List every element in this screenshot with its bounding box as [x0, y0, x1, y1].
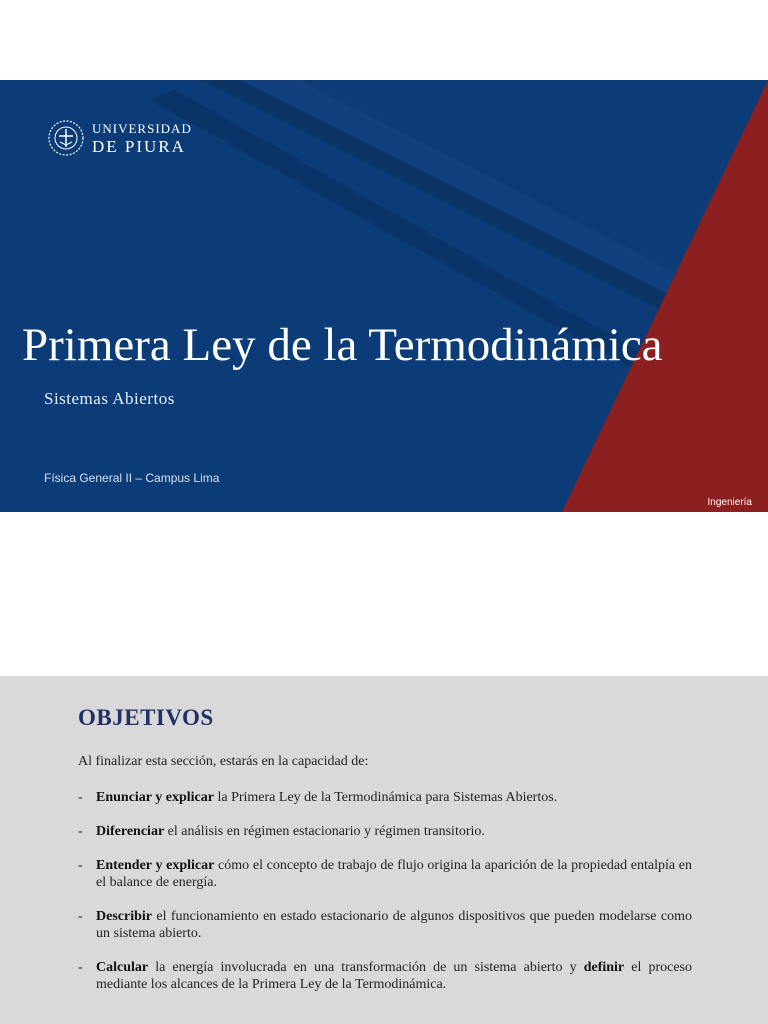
logo-line-2: DE PIURA	[92, 136, 186, 156]
item-text: el análisis en régimen estacionario y régimen transitorio.	[164, 824, 485, 839]
list-item	[78, 789, 692, 806]
item-verb: Enunciar y explicar	[96, 790, 214, 805]
item-text: el funcionamiento en estado estacionario de algunos dispositivos que pueden modelarse como un sistema abierto.	[96, 909, 692, 941]
title-slide	[0, 80, 768, 512]
slide-subtitle: Sistemas Abiertos	[44, 389, 175, 408]
list-item	[78, 959, 692, 993]
item-verb: Describir	[96, 909, 152, 924]
list-item	[78, 857, 692, 891]
objectives-slide	[0, 676, 768, 1024]
bullet-dash: -	[78, 909, 83, 924]
list-item	[78, 823, 692, 840]
item-verb: Diferenciar	[96, 824, 165, 839]
list-item	[78, 908, 692, 942]
objectives-intro: Al finalizar esta sección, estarás en la capacidad de:	[78, 754, 369, 769]
bullet-dash: -	[78, 790, 83, 805]
item-verb: Entender y explicar	[96, 858, 215, 873]
item-verb: Calcular	[96, 960, 149, 975]
objectives-list	[78, 789, 692, 1010]
item-text: la energía involucrada en una transformación de un sistema abierto y	[148, 960, 584, 975]
faculty-label: Ingeniería	[707, 497, 752, 508]
item-text: cómo el concepto de trabajo de flujo origina la aparición de la propiedad entalpía en el balance de energía.	[96, 858, 692, 890]
bullet-dash: -	[78, 824, 83, 839]
item-text-2: el proceso mediante los alcances de la Primera Ley de la Termodinámica.	[96, 960, 692, 992]
item-text: la Primera Ley de la Termodinámica para Sistemas Abiertos.	[213, 790, 558, 805]
slide-title: Primera Ley de la Termodinámica	[22, 319, 663, 371]
red-triangle	[562, 80, 768, 512]
university-seal-icon	[46, 114, 86, 162]
bullet-dash: -	[78, 858, 83, 873]
bullet-dash: -	[78, 960, 83, 975]
objectives-heading: OBJETIVOS	[78, 705, 214, 730]
logo-line-1: UNIVERSIDAD	[92, 120, 192, 136]
university-logo	[46, 114, 192, 162]
item-verb-2: definir	[583, 960, 625, 975]
course-label: Física General II – Campus Lima	[44, 471, 220, 485]
